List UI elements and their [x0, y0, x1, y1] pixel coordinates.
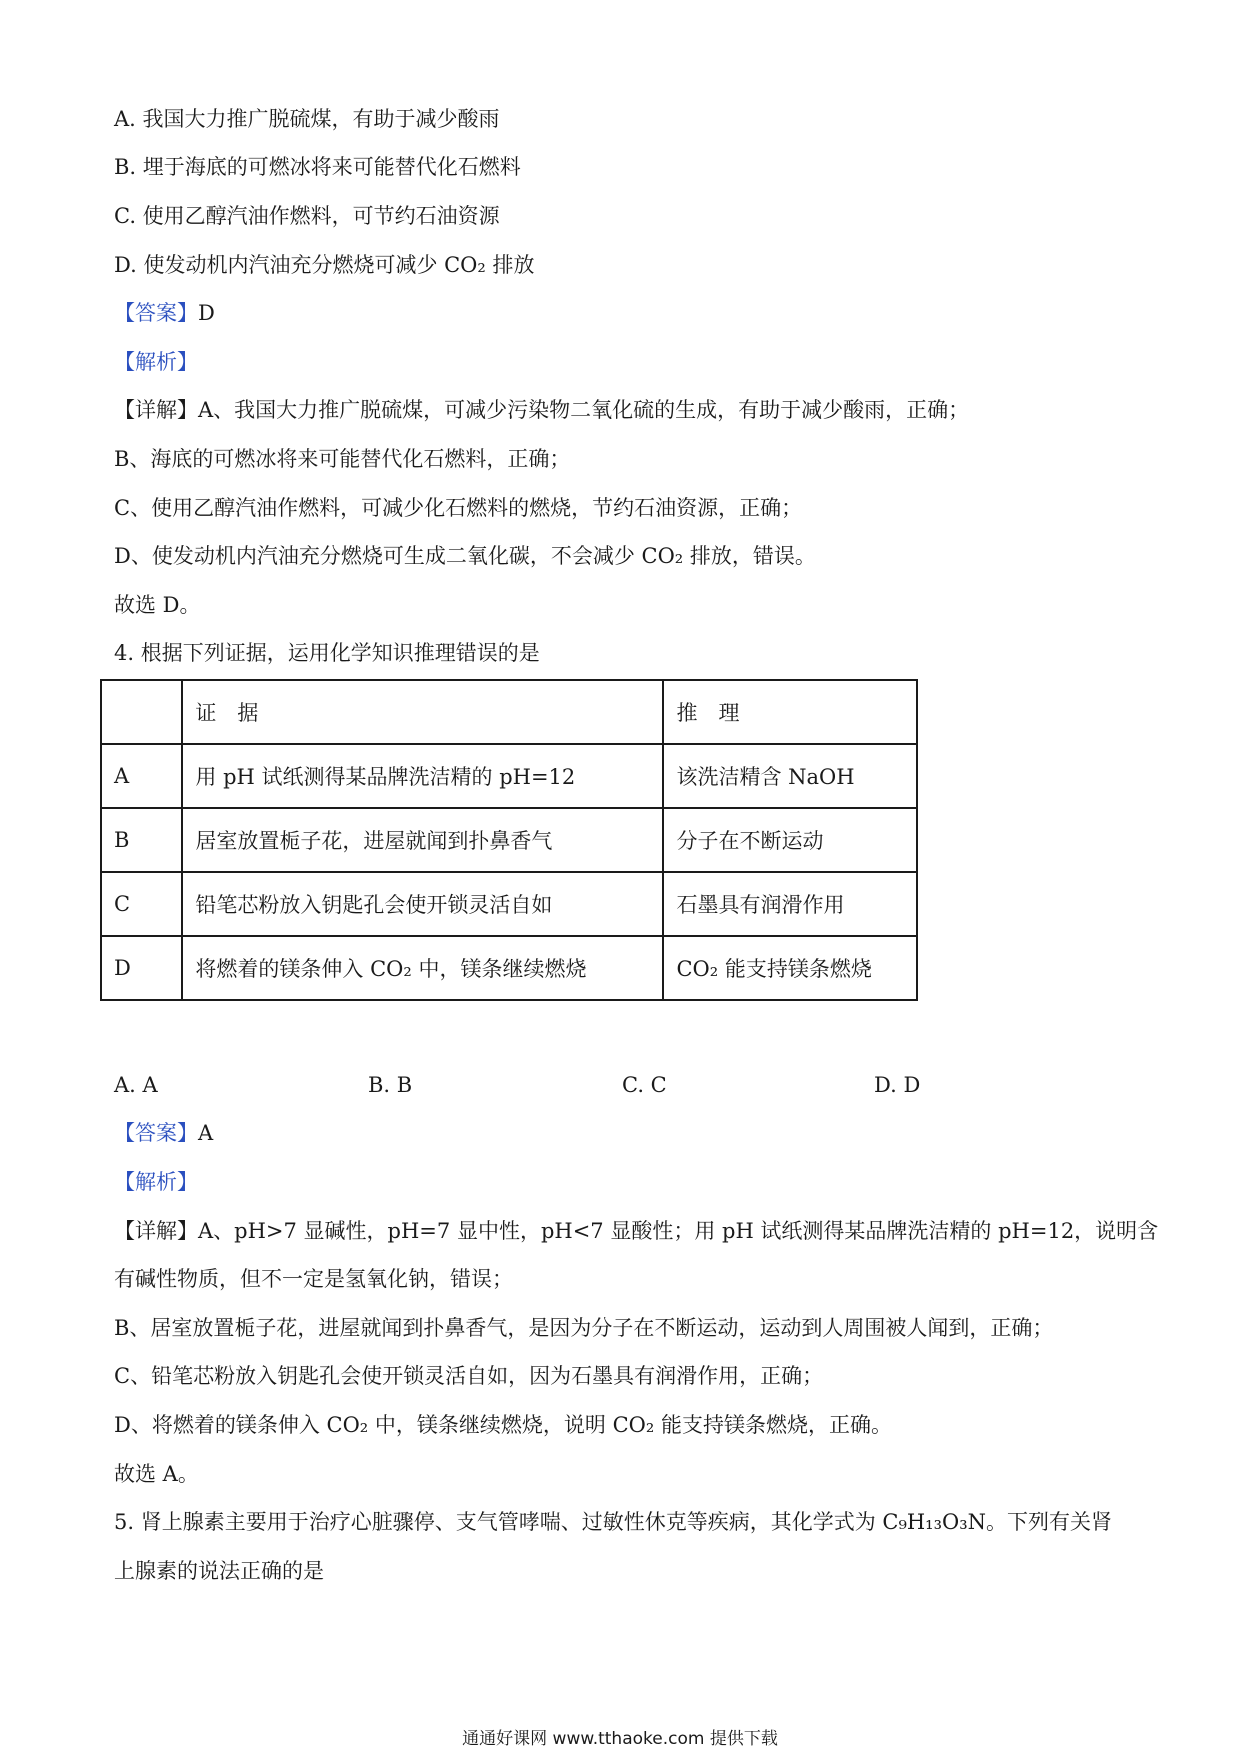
q4-choice-a: A. A: [114, 1073, 158, 1097]
q4-detail-line-1: [114, 1216, 1158, 1246]
q4-choice-d: D. D: [874, 1073, 921, 1097]
answer-value: A: [198, 1121, 214, 1145]
answer-value: D: [198, 301, 215, 325]
q4-analysis-tag: 【解析】: [114, 1170, 198, 1194]
table-cell: B: [101, 808, 182, 872]
table-cell: 将燃着的镁条伸入 CO₂ 中，镁条继续燃烧: [182, 936, 663, 1000]
q3-analysis-tag: 【解析】: [114, 350, 198, 374]
q3-detail-line-4: D、使发动机内汽油充分燃烧可生成二氧化碳，不会减少 CO₂ 排放，错误。: [114, 544, 816, 568]
table-header-cell: [101, 680, 182, 744]
table-cell: 该洗洁精含 NaOH: [663, 744, 917, 808]
q4-stem: 4. 根据下列证据，运用化学知识推理错误的是: [114, 641, 540, 665]
detail-tag: 【详解】: [114, 398, 198, 422]
q4-detail-line-2: 有碱性物质，但不一定是氢氧化钠，错误；: [114, 1267, 513, 1291]
detail-text: A、我国大力推广脱硫煤，可减少污染物二氧化硫的生成，有助于减少酸雨，正确；: [198, 398, 970, 422]
table-row: [101, 872, 917, 936]
q3-option-b: B. 埋于海底的可燃冰将来可能替代化石燃料: [114, 155, 521, 179]
table-row: [101, 744, 917, 808]
answer-tag: 【答案】: [114, 1121, 198, 1145]
table-cell: C: [101, 872, 182, 936]
table-cell: A: [101, 744, 182, 808]
answer-tag: 【答案】: [114, 301, 198, 325]
table-cell: 分子在不断运动: [663, 808, 917, 872]
table-cell: 铅笔芯粉放入钥匙孔会使开锁灵活自如: [182, 872, 663, 936]
detail-text: A、pH>7 显碱性，pH=7 显中性，pH<7 显酸性；用 pH 试纸测得某品牌洗洁精的 pH=12，说明含: [198, 1219, 1159, 1243]
table-cell: 用 pH 试纸测得某品牌洗洁精的 pH=12: [182, 744, 663, 808]
q4-choice-b: B. B: [368, 1073, 413, 1097]
table-header-row: [101, 680, 917, 744]
table-cell: 居室放置栀子花，进屋就闻到扑鼻香气: [182, 808, 663, 872]
page-footer: 通通好课网 www.tthaoke.com 提供下载: [462, 1729, 778, 1749]
q3-conclusion: 故选 D。: [114, 593, 201, 617]
q4-detail-line-5: D、将燃着的镁条伸入 CO₂ 中，镁条继续燃烧，说明 CO₂ 能支持镁条燃烧，正确。: [114, 1413, 892, 1437]
detail-tag: 【详解】: [114, 1219, 198, 1243]
q5-stem-line-1: 5. 肾上腺素主要用于治疗心脏骤停、支气管哮喘、过敏性休克等疾病，其化学式为 C₉H₁₃O₃N。下列有关肾: [114, 1510, 1113, 1534]
table-row: [101, 936, 917, 1000]
table-row: [101, 808, 917, 872]
table-cell: CO₂ 能支持镁条燃烧: [663, 936, 917, 1000]
q3-option-c: C. 使用乙醇汽油作燃料，可节约石油资源: [114, 204, 500, 228]
q3-detail-line-1: [114, 395, 969, 425]
q3-detail-line-2: B、海底的可燃冰将来可能替代化石燃料，正确；: [114, 447, 571, 471]
q4-choice-c: C. C: [622, 1073, 667, 1097]
table-cell: D: [101, 936, 182, 1000]
q4-detail-line-4: C、铅笔芯粉放入钥匙孔会使开锁灵活自如，因为石墨具有润滑作用，正确；: [114, 1364, 824, 1388]
q4-detail-line-3: B、居室放置栀子花，进屋就闻到扑鼻香气，是因为分子在不断运动，运动到人周围被人闻到，正确；: [114, 1316, 1054, 1340]
q3-option-a: A. 我国大力推广脱硫煤，有助于减少酸雨: [114, 107, 500, 131]
q3-option-d: D. 使发动机内汽油充分燃烧可减少 CO₂ 排放: [114, 253, 535, 277]
table-header-cell: 推 理: [663, 680, 917, 744]
q3-answer: [114, 298, 215, 328]
table-cell: 石墨具有润滑作用: [663, 872, 917, 936]
q4-conclusion: 故选 A。: [114, 1462, 199, 1486]
evidence-table: [100, 679, 918, 1001]
q5-stem-line-2: 上腺素的说法正确的是: [114, 1559, 324, 1583]
q4-answer: [114, 1118, 213, 1148]
q3-detail-line-3: C、使用乙醇汽油作燃料，可减少化石燃料的燃烧，节约石油资源，正确；: [114, 496, 803, 520]
table-header-cell: 证 据: [182, 680, 663, 744]
